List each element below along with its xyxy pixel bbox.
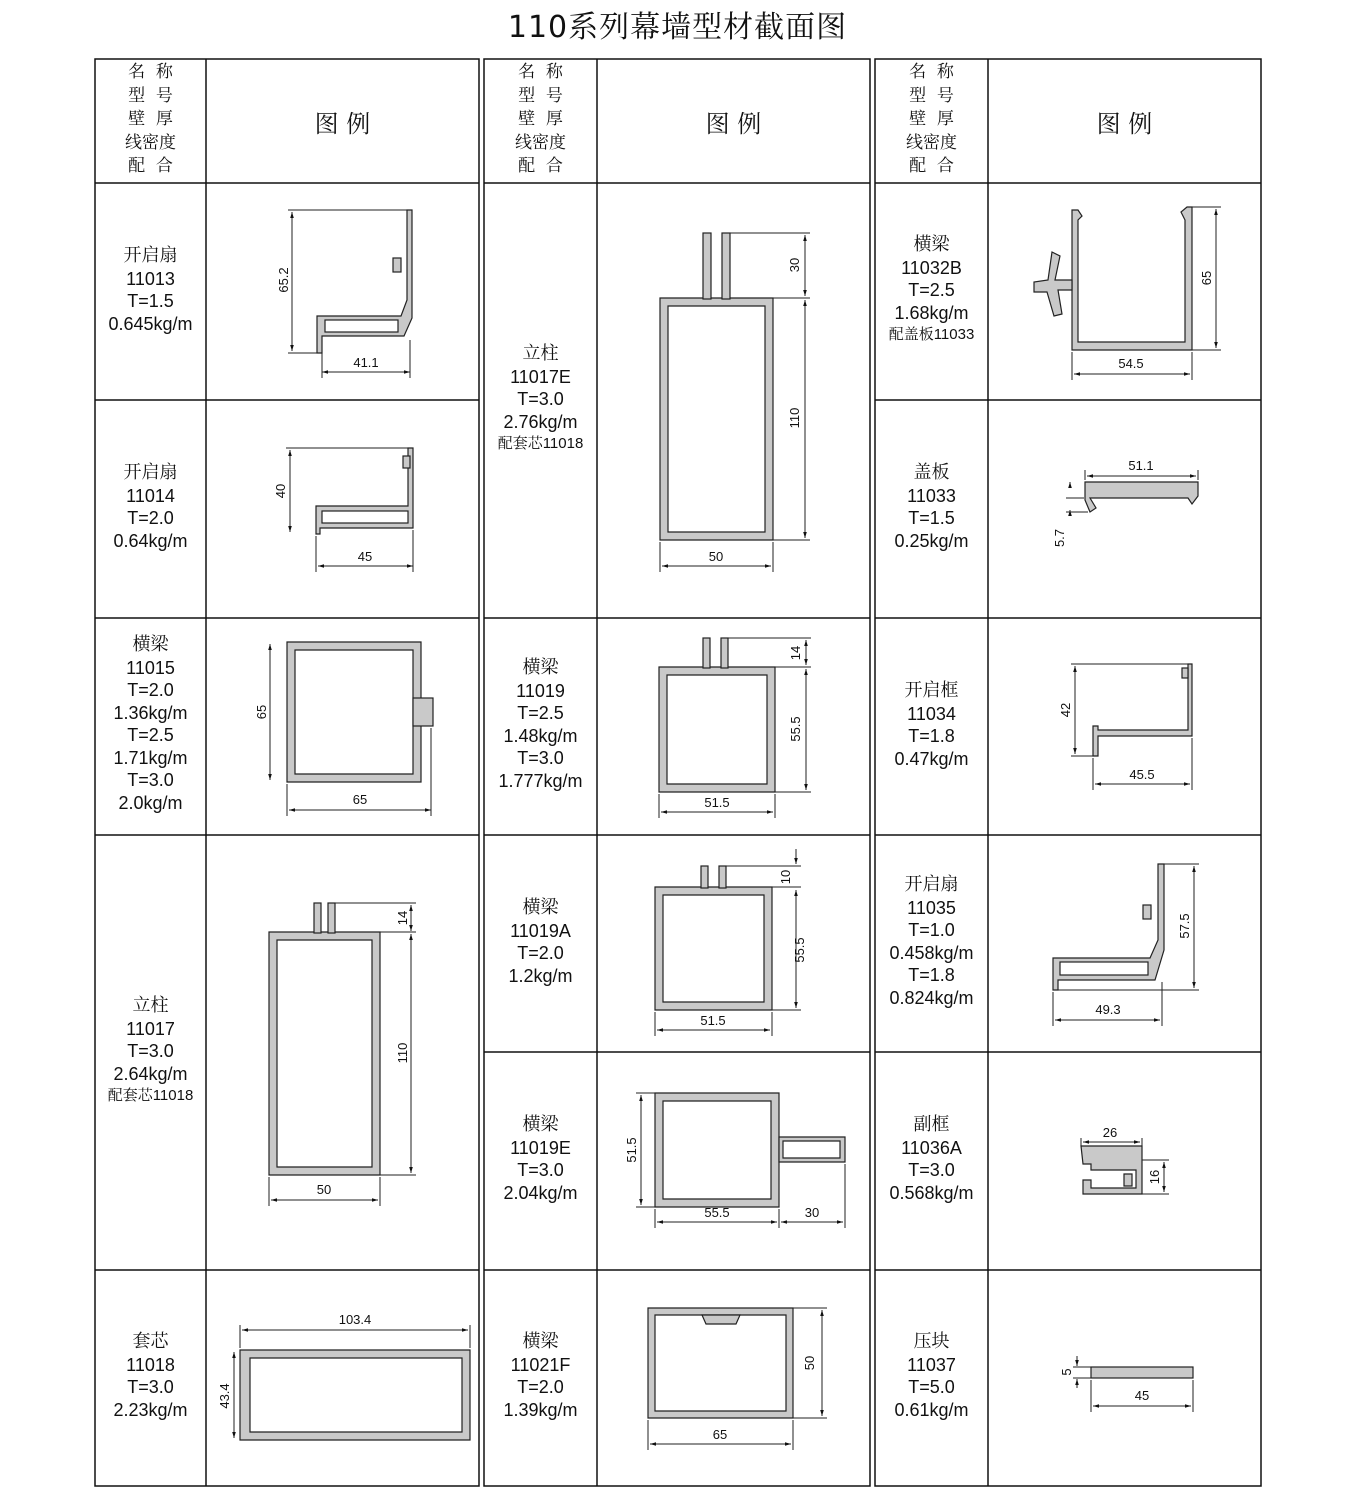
profile-thickness: T=2.5 xyxy=(908,280,955,300)
drawing-11037 xyxy=(1091,1367,1193,1378)
profile-name: 立柱 xyxy=(132,995,169,1016)
dim-label: 49.3 xyxy=(1095,1002,1121,1017)
profile-thickness: T=3.0 xyxy=(127,770,174,790)
dim-label: 55.5 xyxy=(792,937,807,963)
dim-label: 50 xyxy=(708,549,724,564)
dim-label: 14 xyxy=(788,645,803,661)
header-figure-3: 图 例 xyxy=(1096,110,1153,138)
profile-thickness: T=1.8 xyxy=(908,726,955,746)
header-figure-2: 图 例 xyxy=(705,110,762,138)
profile-name: 横梁 xyxy=(913,234,950,255)
dim-label: 51.5 xyxy=(704,795,730,810)
drawing-11019E xyxy=(655,1093,845,1207)
profile-density: 1.2kg/m xyxy=(508,965,573,986)
drawing-11033 xyxy=(1085,482,1198,512)
profile-code: 11013 xyxy=(126,268,175,289)
header-columns-3: 名 称 型 号 壁 厚 线密度 配 合 xyxy=(906,62,957,176)
profile-name: 立柱 xyxy=(522,343,559,364)
dim-label: 50 xyxy=(802,1355,817,1371)
profile-note: 配盖板11033 xyxy=(888,326,975,343)
profile-name: 开启扇 xyxy=(904,874,959,895)
profile-thickness: T=3.0 xyxy=(517,748,564,768)
profile-density: 2.64kg/m xyxy=(113,1063,188,1084)
profile-density: 0.25kg/m xyxy=(894,530,969,551)
dim-label: 16 xyxy=(1147,1169,1162,1185)
profile-thickness: T=3.0 xyxy=(127,1041,174,1061)
drawing-11013 xyxy=(317,210,412,353)
dim-label: 51.1 xyxy=(1128,458,1154,473)
dim-label: 30 xyxy=(787,257,802,273)
page-title: 110系列幕墙型材截面图 xyxy=(507,10,848,45)
dim-label: 55.5 xyxy=(788,716,803,742)
dim-label: 5 xyxy=(1059,1368,1074,1376)
profile-density: 1.48kg/m xyxy=(503,725,578,746)
dim-label: 5.7 xyxy=(1052,528,1067,548)
profile-name: 开启框 xyxy=(904,680,959,701)
profile-density: 1.36kg/m xyxy=(113,702,188,723)
dim-label: 65 xyxy=(712,1427,728,1442)
dim-label: 55.5 xyxy=(704,1205,730,1220)
profile-name: 横梁 xyxy=(522,657,559,678)
profile-thickness: T=3.0 xyxy=(127,1377,174,1397)
profile-name: 开启扇 xyxy=(123,245,178,266)
profile-density: 0.824kg/m xyxy=(889,987,974,1008)
profile-code: 11014 xyxy=(126,485,175,506)
profile-density: 0.568kg/m xyxy=(889,1182,974,1203)
profile-code: 11037 xyxy=(907,1354,956,1375)
profile-density: 2.76kg/m xyxy=(503,411,578,432)
dim-label: 45 xyxy=(1134,1388,1150,1403)
header-columns-2: 名 称 型 号 壁 厚 线密度 配 合 xyxy=(515,62,566,176)
drawing-11017 xyxy=(269,903,380,1175)
dim-label: 50 xyxy=(316,1182,332,1197)
profile-code: 11034 xyxy=(907,703,956,724)
dim-label: 43.4 xyxy=(217,1383,232,1409)
profile-name: 套芯 xyxy=(132,1331,169,1352)
profile-code: 11018 xyxy=(126,1354,175,1375)
profile-density: 1.68kg/m xyxy=(894,302,969,323)
profile-density: 0.458kg/m xyxy=(889,942,974,963)
drawing-11019 xyxy=(659,638,775,792)
dim-label: 14 xyxy=(395,910,410,926)
drawing-11035 xyxy=(1053,864,1164,990)
profile-thickness: T=3.0 xyxy=(908,1160,955,1180)
drawing-11014 xyxy=(316,448,413,534)
profile-code: 11019 xyxy=(516,680,565,701)
profile-density: 2.04kg/m xyxy=(503,1182,578,1203)
dim-label: 26 xyxy=(1102,1125,1118,1140)
profile-density: 0.47kg/m xyxy=(894,748,969,769)
profile-thickness: T=2.0 xyxy=(127,680,174,700)
profile-code: 11035 xyxy=(907,897,956,918)
profile-note: 配套芯11018 xyxy=(497,435,584,452)
dim-label: 110 xyxy=(395,1042,410,1064)
header-columns-1: 名 称 型 号 壁 厚 线密度 配 合 xyxy=(125,62,176,176)
profile-density: 0.645kg/m xyxy=(108,313,193,334)
profile-density: 1.71kg/m xyxy=(113,747,188,768)
header-figure-1: 图 例 xyxy=(314,110,371,138)
profile-name: 横梁 xyxy=(522,1114,559,1135)
profile-thickness: T=2.0 xyxy=(517,1377,564,1397)
dim-label: 40 xyxy=(273,483,288,499)
profile-name: 横梁 xyxy=(522,1331,559,1352)
profile-density: 1.777kg/m xyxy=(498,770,583,791)
profile-density: 0.61kg/m xyxy=(894,1399,969,1420)
profile-code: 11019A xyxy=(510,920,571,941)
profile-note: 配套芯11018 xyxy=(107,1087,194,1104)
dim-label: 51.5 xyxy=(624,1137,639,1163)
dim-label: 65 xyxy=(352,792,368,807)
profile-name: 横梁 xyxy=(522,897,559,918)
dim-label: 45 xyxy=(357,549,373,564)
dim-label: 30 xyxy=(804,1205,820,1220)
profile-thickness: T=3.0 xyxy=(517,1160,564,1180)
dim-label: 103.4 xyxy=(338,1312,372,1327)
profile-thickness: T=2.0 xyxy=(517,943,564,963)
profile-name: 盖板 xyxy=(913,462,950,483)
profile-code: 11017 xyxy=(126,1018,175,1039)
profile-thickness: T=1.8 xyxy=(908,965,955,985)
dim-label: 110 xyxy=(787,407,802,429)
profile-name: 副框 xyxy=(913,1114,950,1135)
dim-label: 65.2 xyxy=(276,267,291,293)
profile-code: 11033 xyxy=(907,485,956,506)
profile-thickness: T=2.5 xyxy=(517,703,564,723)
profile-code: 11019E xyxy=(510,1137,571,1158)
drawing-11019A xyxy=(655,866,772,1010)
drawing-11034 xyxy=(1093,664,1192,756)
profile-code: 11036A xyxy=(901,1137,962,1158)
profile-thickness: T=5.0 xyxy=(908,1377,955,1397)
profile-code: 11015 xyxy=(126,657,175,678)
dim-label: 54.5 xyxy=(1118,356,1144,371)
drawing-11021F xyxy=(648,1308,793,1418)
dim-label: 10 xyxy=(778,869,793,885)
dim-label: 41.1 xyxy=(353,355,379,370)
profile-name: 开启扇 xyxy=(123,462,178,483)
profile-name: 压块 xyxy=(913,1331,950,1352)
profile-density: 0.64kg/m xyxy=(113,530,188,551)
drawing-11017E xyxy=(660,233,773,540)
dim-label: 45.5 xyxy=(1129,767,1155,782)
profile-name: 横梁 xyxy=(132,634,169,655)
drawing-11036A xyxy=(1081,1146,1142,1194)
profile-code: 11032B xyxy=(901,257,962,278)
dim-label: 51.5 xyxy=(700,1013,726,1028)
dim-label: 65 xyxy=(254,704,269,720)
profile-density: 2.23kg/m xyxy=(113,1399,188,1420)
drawing-11032B xyxy=(1034,207,1192,350)
profile-thickness: T=1.0 xyxy=(908,920,955,940)
dim-label: 57.5 xyxy=(1177,913,1192,939)
profile-thickness: T=3.0 xyxy=(517,389,564,409)
profile-thickness: T=1.5 xyxy=(127,291,174,311)
drawing-11015 xyxy=(287,642,433,782)
profile-thickness: T=2.0 xyxy=(127,508,174,528)
profile-code: 11021F xyxy=(510,1354,571,1375)
profile-density: 1.39kg/m xyxy=(503,1399,578,1420)
dim-label: 42 xyxy=(1058,702,1073,718)
dim-label: 65 xyxy=(1199,270,1214,286)
profile-thickness: T=1.5 xyxy=(908,508,955,528)
drawing-11018 xyxy=(240,1350,470,1440)
profile-thickness: T=2.5 xyxy=(127,725,174,745)
profile-code: 11017E xyxy=(510,366,571,387)
profile-density: 2.0kg/m xyxy=(118,792,183,813)
